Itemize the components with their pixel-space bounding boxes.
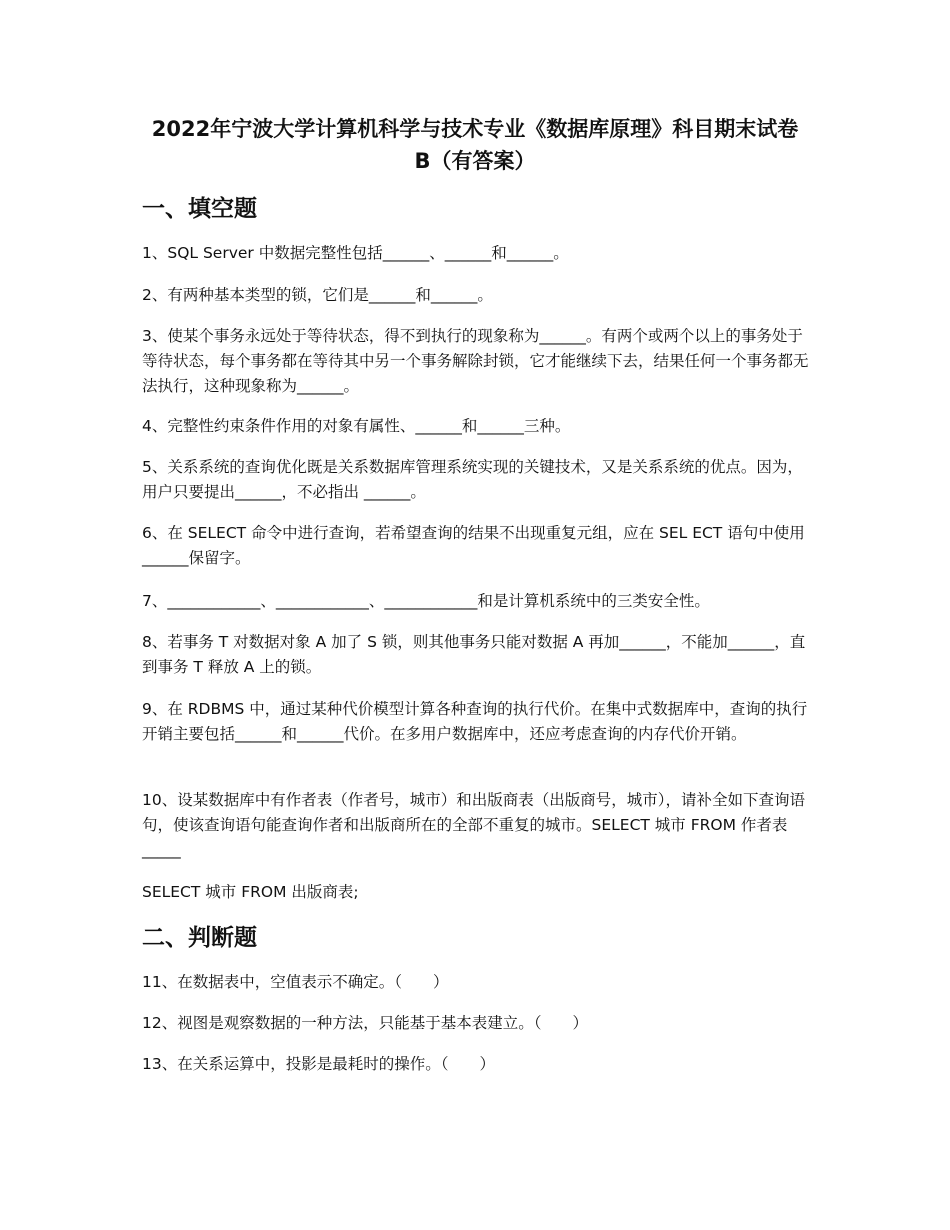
question-1: 1、SQL Server 中数据完整性包括______、______和______。 [142,244,569,262]
question-6: 6、在 SELECT 命令中进行查询，若希望查询的结果不出现重复元组，应在 SEL ECT 语句中使用______保留字。 [142,524,805,567]
section-heading-true-false: 二、判断题 [142,925,257,951]
exam-title-line-2: B（有答案） [414,149,536,173]
exam-title-line-1: 2022年宁波大学计算机科学与技术专业《数据库原理》科目期末试卷 [151,117,799,141]
question-9: 9、在 RDBMS 中，通过某种代价模型计算各种查询的执行代价。在集中式数据库中，查询的执行开销主要包括______和______代价。在多用户数据库中，还应考虑查询的内存代价开销。 [142,700,808,743]
section-heading-fill-in: 一、填空题 [142,196,257,222]
question-4: 4、完整性约束条件作用的对象有属性、______和______三种。 [142,417,571,435]
question-7: 7、____________、____________、____________和是计算机系统中的三类安全性。 [142,592,710,610]
question-5: 5、关系系统的查询优化既是关系数据库管理系统实现的关键技术，又是关系系统的优点。因为，用户只要提出______，不必指出 ______。 [142,458,803,501]
question-12: 12、视图是观察数据的一种方法，只能基于基本表建立。（ ） [142,1014,588,1032]
question-13: 13、在关系运算中，投影是最耗时的操作。（ ） [142,1055,495,1073]
question-10: 10、设某数据库中有作者表（作者号，城市）和出版商表（出版商号，城市），请补全如下查询语句，使该查询语句能查询作者和出版商所在的全部不重复的城市。SELECT 城市 FROM 作者表_____ [142,791,805,859]
question-3: 3、使某个事务永远处于等待状态，得不到执行的现象称为______。有两个或两个以上的事务处于等待状态，每个事务都在等待其中另一个事务解除封锁，它才能继续下去，结果任何一个事务都无法执行，这种现象称为______。 [142,327,809,395]
question-2: 2、有两种基本类型的锁，它们是______和______。 [142,286,493,304]
question-10-continuation: SELECT 城市 FROM 出版商表; [142,883,359,901]
question-11: 11、在数据表中，空值表示不确定。（ ） [142,973,449,991]
question-8: 8、若事务 T 对数据对象 A 加了 S 锁，则其他事务只能对数据 A 再加______，不能加______，直到事务 T 释放 A 上的锁。 [142,633,806,676]
